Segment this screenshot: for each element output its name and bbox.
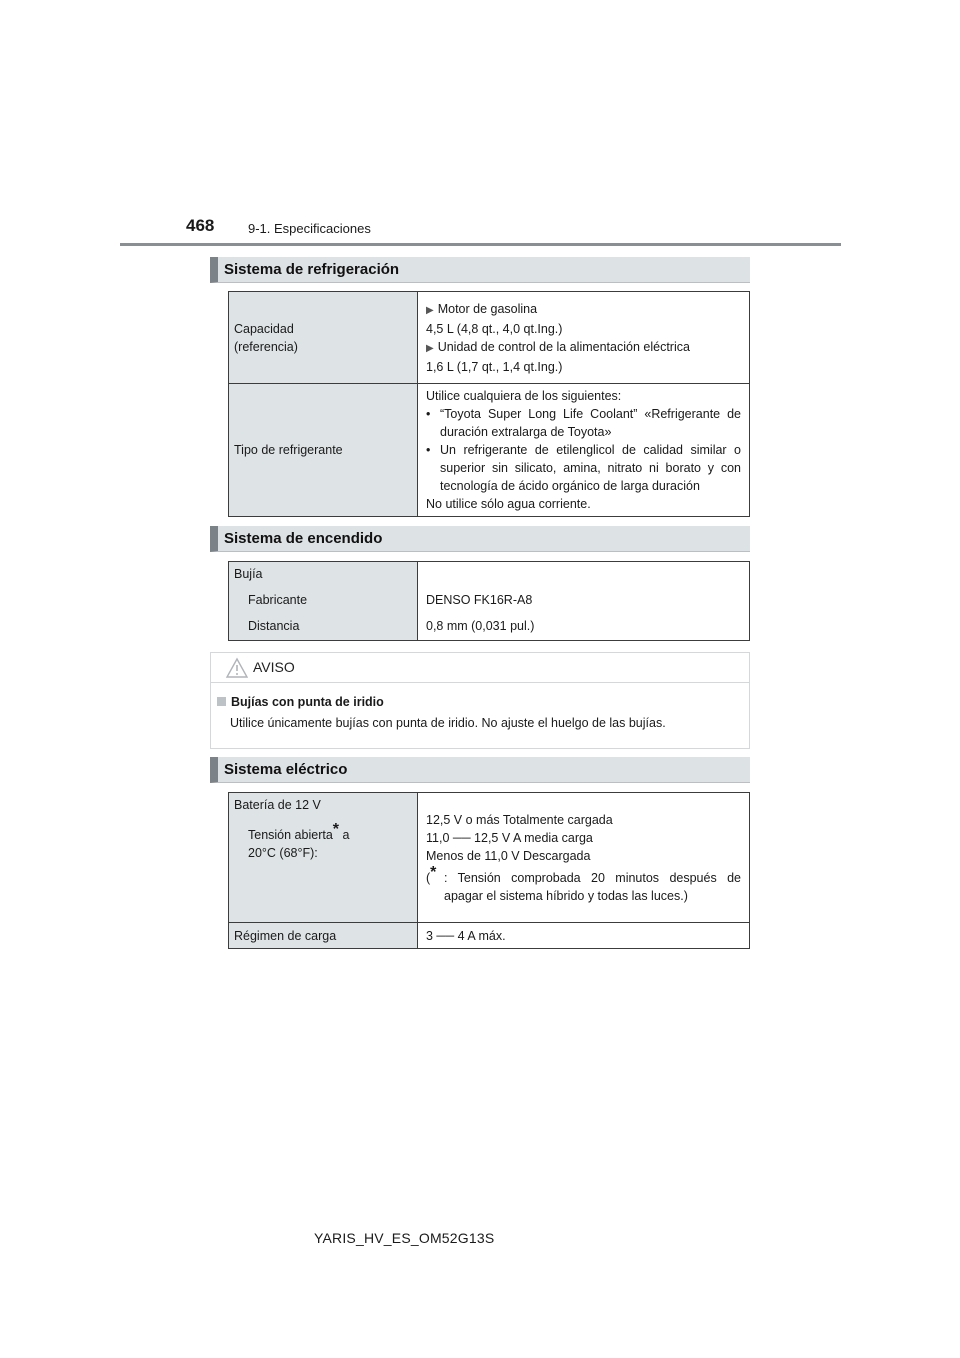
table-row — [229, 793, 750, 923]
voltage-row: 12,5 V o más Totalmente cargada — [426, 812, 613, 827]
header-rule — [120, 243, 841, 246]
table-row — [229, 292, 750, 384]
footer-code: YARIS_HV_ES_OM52G13S — [314, 1230, 495, 1246]
cooling-spec-table — [228, 291, 750, 517]
voltage-label: Tensión abierta* a — [248, 820, 350, 842]
coolant-type-label: Tipo de refrigerante — [229, 384, 418, 517]
warning-title: AVISO — [253, 659, 295, 675]
electrical-section-heading — [210, 757, 750, 783]
footnote-marker: (* — [426, 863, 437, 885]
coolant-note: No utilice sólo agua corriente. — [426, 497, 591, 511]
charge-rate-value: 3 ── 4 A máx. — [418, 923, 750, 949]
warning-box — [210, 652, 750, 749]
electrical-spec-table — [228, 792, 750, 949]
battery-label — [229, 793, 418, 923]
table-row — [229, 923, 750, 949]
spark-plug-label — [229, 562, 418, 641]
capacity-values — [418, 292, 750, 384]
warning-header — [211, 653, 749, 683]
footnote-text: : Tensión comprobada 20 minutos después de apagar el sistema híbrido y todas las luces.) — [444, 870, 741, 903]
square-bullet-icon — [217, 697, 226, 706]
gap-value: 0,8 mm (0,031 pul.) — [426, 619, 535, 633]
bullet-icon: • — [426, 443, 431, 457]
table-row — [229, 384, 750, 517]
coolant-option: Un refrigerante de etilenglicol de calidad similar o superior sin silicato, amina, nitrato ni borato y con tecnología de ácido orgánico de larga duración — [440, 443, 741, 493]
power-unit-value: 1,6 L (1,7 qt., 1,4 qt.Ing.) — [426, 359, 563, 374]
ignition-section-title: Sistema de encendido — [224, 530, 383, 547]
battery-values — [418, 793, 750, 923]
bullet-icon: • — [426, 407, 431, 421]
battery-title: Batería de 12 V — [234, 798, 321, 812]
triangle-bullet-icon: ▶ — [426, 342, 434, 354]
gas-engine-value: 4,5 L (4,8 qt., 4,0 qt.Ing.) — [426, 321, 563, 336]
cooling-section-title: Sistema de refrigeración — [224, 261, 400, 278]
ignition-section-heading — [210, 526, 750, 552]
charge-rate-label: Régimen de carga — [229, 923, 418, 949]
section-breadcrumb: 9-1. Especificaciones — [248, 221, 371, 236]
warning-subtitle-text: Bujías con punta de iridio — [231, 695, 384, 709]
coolant-intro: Utilice cualquiera de los siguientes: — [426, 389, 622, 403]
capacity-label: Capacidad (referencia) — [229, 292, 418, 384]
coolant-type-values — [418, 384, 750, 517]
triangle-bullet-icon: ▶ — [426, 304, 434, 316]
voltage-temperature: 20°C (68°F): — [248, 846, 318, 860]
power-unit-label: Unidad de control de la alimentación eléctrica — [437, 339, 690, 354]
cooling-section-heading — [210, 257, 750, 283]
warning-triangle-icon — [225, 657, 249, 679]
table-row — [229, 562, 750, 641]
warning-text: Utilice únicamente bujías con punta de iridio. No ajuste el huelgo de las bujías. — [230, 716, 666, 730]
asterisk-icon: * — [332, 820, 340, 838]
gas-engine-label: Motor de gasolina — [437, 301, 538, 316]
spark-plug-title: Bujía — [234, 567, 263, 581]
voltage-row: 11,0 ── 12,5 V A media carga — [426, 830, 593, 845]
coolant-option: “Toyota Super Long Life Coolant” «Refrigerante de duración extralarga de Toyota» — [440, 407, 741, 439]
maker-label: Fabricante — [248, 593, 308, 607]
footnote — [426, 863, 741, 905]
spark-plug-values — [418, 562, 750, 641]
warning-subtitle — [217, 695, 384, 709]
maker-value: DENSO FK16R-A8 — [426, 593, 533, 607]
electrical-section-title: Sistema eléctrico — [224, 761, 348, 778]
page-number: 468 — [186, 216, 215, 235]
ignition-spec-table — [228, 561, 750, 641]
voltage-row: Menos de 11,0 V Descargada — [426, 848, 591, 863]
gap-label: Distancia — [248, 619, 300, 633]
